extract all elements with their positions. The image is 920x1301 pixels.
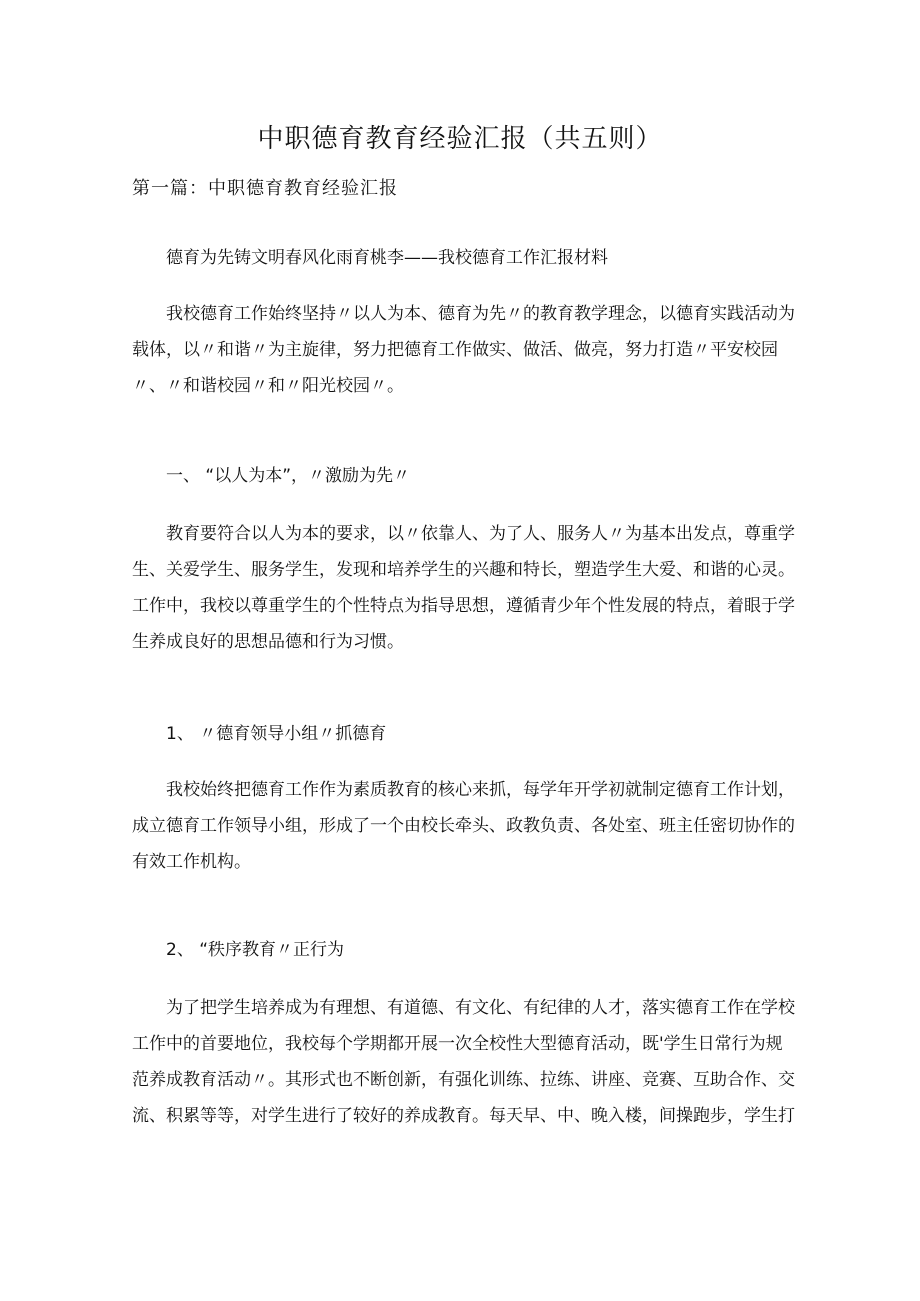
item1-paragraph: 我校始终把德育工作作为素质教育的核心来抓，每学年开学初就制定德育工作计划，成立德育工作领导小组，形成了一个由校长牵头、政教负责、各处室、班主任密切协作的有效工作机构。 — [132, 780, 795, 872]
section1-heading: 一、 “以人为本”，〃激励为先〃 — [166, 466, 411, 486]
intro-paragraph: 我校德育工作始终坚持〃以人为本、德育为先〃的教育教学理念，以德育实践活动为载体，以〃和谐〃为主旋律，努力把德育工作做实、做活、做亮，努力打造〃平安校园〃、〃和谐校园〃和〃阳光校园〃。 — [132, 304, 795, 396]
subtitle: 德育为先铸文明春风化雨育桃李——我校德育工作汇报材料 — [166, 248, 608, 268]
item1-heading: 1、 〃德育领导小组〃抓德育 — [166, 724, 387, 744]
document-title: 中职德育教育经验汇报（共五则） — [257, 124, 663, 154]
section1-paragraph: 教育要符合以人为本的要求，以〃依靠人、为了人、服务人〃为基本出发点，尊重学生、关爱学生、服务学生，发现和培养学生的兴趣和特长，塑造学生大爱、和谐的心灵。工作中，我校以尊重学生的个性特点为指导思想，遵循青少年个性发展的特点，着眼于学生养成良好的思想品德和行为习惯。 — [132, 524, 795, 652]
item2-heading: 2、 “秩序教育〃正行为 — [166, 940, 345, 960]
item2-paragraph: 为了把学生培养成为有理想、有道德、有文化、有纪律的人才，落实德育工作在学校工作中的首要地位，我校每个学期都开展一次全校性大型德育活动，既'学生日常行为规范养成教育活动〃。其形式也不断创新，有强化训练、拉练、讲座、竞赛、互助合作、交流、积累等等，对学生进行了较好的养成教育。每天早、中、晚入楼，间操跑步，学生打 — [132, 998, 795, 1126]
chapter-heading: 第一篇：中职德育教育经验汇报 — [132, 178, 398, 199]
